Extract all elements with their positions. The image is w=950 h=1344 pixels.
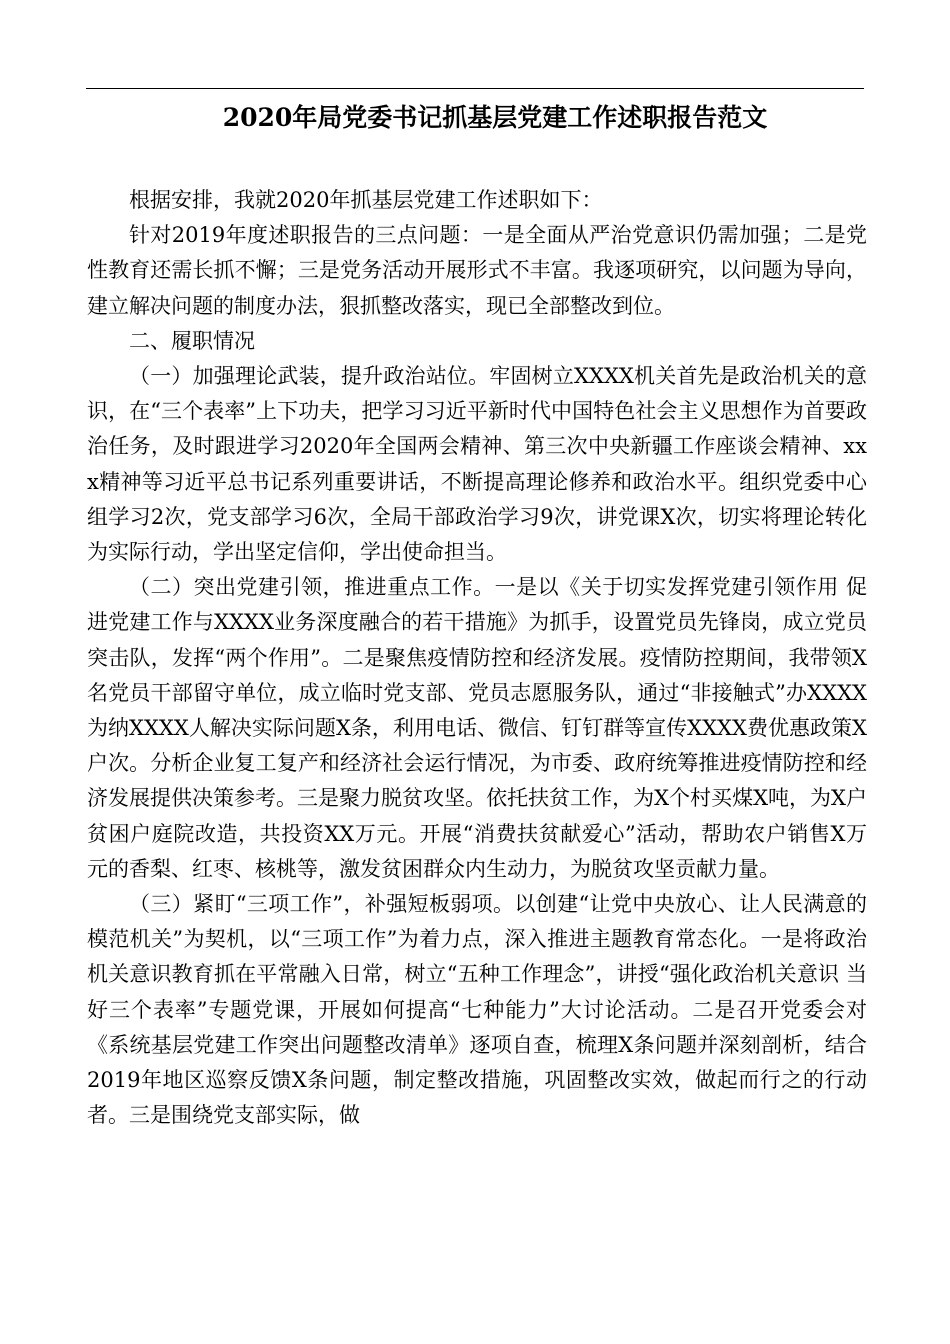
document-title: 2020年局党委书记抓基层党建工作述职报告范文 <box>222 103 768 132</box>
paragraph-theory-study: （一）加强理论武装，提升政治站位。牢固树立XXXX机关首先是政治机关的意识，在“三个表率”上下功夫，把学习习近平新时代中国特色社会主义思想作为首要政治任务，及时跟进学习2020年全国两会精神、第三次中央新疆工作座谈会精神、xxx精神等习近平总书记系列重要讲话，不断提高理论修养和政治水平。组织党委中心组学习2次，党支部学习6次，全局干部政治学习9次，讲党课X次，切实将理论转化为实际行动，学出坚定信仰，学出使命担当。 <box>87 364 867 565</box>
paragraph-previous-issues: 针对2019年度述职报告的三点问题：一是全面从严治党意识仍需加强；二是党性教育还需长抓不懈；三是党务活动开展形式不丰富。我逐项研究，以问题为导向，建立解决问题的制度办法，狠抓整改落实，现已全部整改到位。 <box>87 223 867 318</box>
paragraph-intro: 根据安排，我就2020年抓基层党建工作述职如下： <box>129 188 603 212</box>
paragraph-party-leadership: （二）突出党建引领，推进重点工作。一是以《关于切实发挥党建引领作用 促进党建工作与XXXX业务深度融合的若干措施》为抓手，设置党员先锋岗，成立党员突击队，发挥“两个作用”。二是聚焦疫情防控和经济发展。疫情防控期间，我带领X名党员干部留守单位，成立临时党支部、党员志愿服务队，通过“非接触式”办XXXX为纳XXXX人解决实际问题X条，利用电话、微信、钉钉群等宣传XXXX费优惠政策X户次。分析企业复工复产和经济社会运行情况，为市委、政府统筹推进疫情防控和经济发展提供决策参考。三是聚力脱贫攻坚。依托扶贫工作，为X个村买煤X吨，为X户贫困户庭院改造，共投资XX万元。开展“消费扶贫献爱心”活动，帮助农户销售X万元的香梨、红枣、核桃等，激发贫困群众内生动力，为脱贫攻坚贡献力量。 <box>87 575 867 881</box>
document-body <box>87 183 867 1133</box>
header-rule <box>86 88 864 89</box>
paragraph-three-tasks: （三）紧盯“三项工作”，补强短板弱项。以创建“让党中央放心、让人民满意的模范机关”为契机，以“三项工作”为着力点，深入推进主题教育常态化。一是将政治机关意识教育抓在平常融入日常，树立“五种工作理念”，讲授“强化政治机关意识 当好三个表率”专题党课，开展如何提高“七种能力”大讨论活动。二是召开党委会对《系统基层党建工作突出问题整改清单》逐项自查，梳理X条问题并深刻剖析，结合2019年地区巡察反馈X条问题，制定整改措施，巩固整改实效，做起而行之的行动者。三是围绕党支部实际，做 <box>87 892 867 1128</box>
section-heading-duties: 二、履职情况 <box>129 328 255 353</box>
